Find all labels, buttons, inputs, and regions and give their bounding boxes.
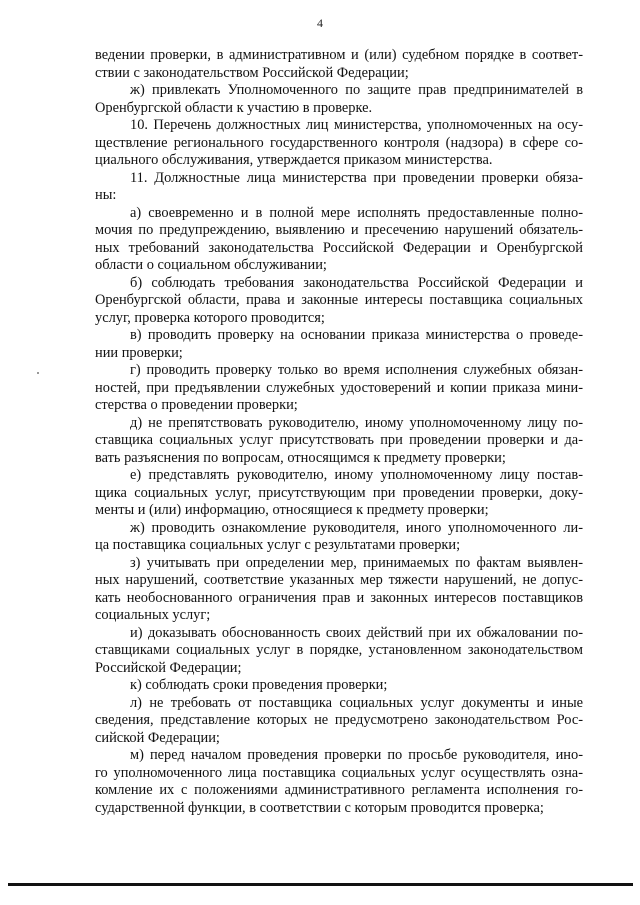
text-line: ж) проводить ознакомление руководителя, иного уполномоченного ли-	[130, 519, 583, 536]
text-line: стерства о проведении проверки;	[95, 397, 298, 413]
text-line: в) проводить проверку на основании приказа министерства о проведе-	[130, 327, 583, 343]
text-line: вать разъяснения по вопросам, относящимся к предмету проверки;	[95, 449, 506, 466]
text-line: 10. Перечень должностных лиц министерства, уполномоченных на осу-	[130, 117, 583, 133]
text-line: б) соблюдать требования законодательства Российской Федерации и	[130, 274, 583, 291]
text-line: щика социальных услуг, присутствующим при проведении проверки, доку-	[95, 484, 583, 501]
text-line: а) своевременно и в полной мере исполнять предоставленные полно-	[130, 204, 583, 221]
text-line: ведении проверки, в административном и (или) судебном порядке в соответ-	[95, 47, 583, 63]
text-line: менты и (или) информацию, относящиеся к предмету проверки;	[95, 502, 489, 518]
text-line: ных нарушений, соответствие указанных мер тяжести нарушений, не допус-	[95, 572, 583, 588]
text-line: социальных услуг;	[95, 607, 211, 623]
text-line: и) доказывать обоснованность своих действий при их обжаловании по-	[130, 624, 583, 641]
text-line: циального обслуживания, утверждается приказом министерства.	[95, 152, 493, 168]
text-line: ны:	[95, 187, 117, 203]
text-line: м) перед началом проведения проверки по просьбе руководителя, ино-	[130, 747, 583, 763]
text-line: л) не требовать от поставщика социальных услуг документы и иные	[130, 694, 583, 711]
text-line: нии проверки;	[95, 344, 183, 361]
text-line: го уполномоченного лица поставщика социальных услуг осуществлять озна-	[95, 764, 583, 781]
text-line: ца поставщика социальных услуг с результатами проверки;	[95, 537, 461, 553]
document-body	[95, 47, 583, 817]
text-line: Оренбургской области к участию в проверке.	[95, 99, 373, 116]
text-line: е) представлять руководителю, иному уполномоченному лицу постав-	[130, 467, 583, 483]
text-line: ставщиками социальных услуг в порядке, установленном законодательством	[95, 642, 583, 658]
text-line: з) учитывать при определении мер, принимаемых по фактам выявлен-	[130, 554, 583, 571]
text-line: ных требований законодательства Российской Федерации и Оренбургской	[95, 239, 583, 256]
text-line: сийской Федерации;	[95, 729, 220, 746]
scan-speck	[37, 372, 39, 374]
text-line: сударственной функции, в соответствии с которым проводится проверка;	[95, 799, 544, 816]
text-line: ставщика социальных услуг присутствовать при проведении проверки и да-	[95, 432, 583, 448]
text-line: ж) привлекать Уполномоченного по защите прав предпринимателей в	[130, 82, 583, 98]
text-line: к) соблюдать сроки проведения проверки;	[130, 677, 388, 693]
text-line: Российской Федерации;	[95, 659, 242, 676]
text-line: области о социальном обслуживании;	[95, 257, 327, 273]
text-line: ствии с законодательством Российской Федерации;	[95, 64, 409, 81]
text-line: ществление регионального государственного контроля (надзора) в сфере со-	[95, 134, 583, 151]
text-line: комление их с положениями административного регламента исполнения го-	[95, 782, 583, 798]
text-line: ностей, при предъявлении служебных удостоверений и копии приказа мини-	[95, 379, 583, 396]
text-line: 11. Должностные лица министерства при проведении проверки обяза-	[130, 169, 583, 186]
text-line: мочия по предупреждению, выявлению и пресечению нарушений обязатель-	[95, 222, 583, 238]
page-number: 4	[317, 16, 323, 30]
text-line: Оренбургской области, права и законные интересы поставщика социальных	[95, 292, 583, 308]
scan-bottom-edge	[8, 883, 633, 886]
text-line: сведения, представление которых не предусмотрено законодательством Рос-	[95, 712, 583, 728]
text-line: г) проводить проверку только во время исполнения служебных обязан-	[130, 362, 583, 378]
text-line: кать необоснованного ограничения прав и законных интересов поставщиков	[95, 589, 583, 606]
text-line: услуг, проверка которого проводится;	[95, 309, 325, 326]
text-line: д) не препятствовать руководителю, иному уполномоченному лицу по-	[130, 414, 583, 431]
